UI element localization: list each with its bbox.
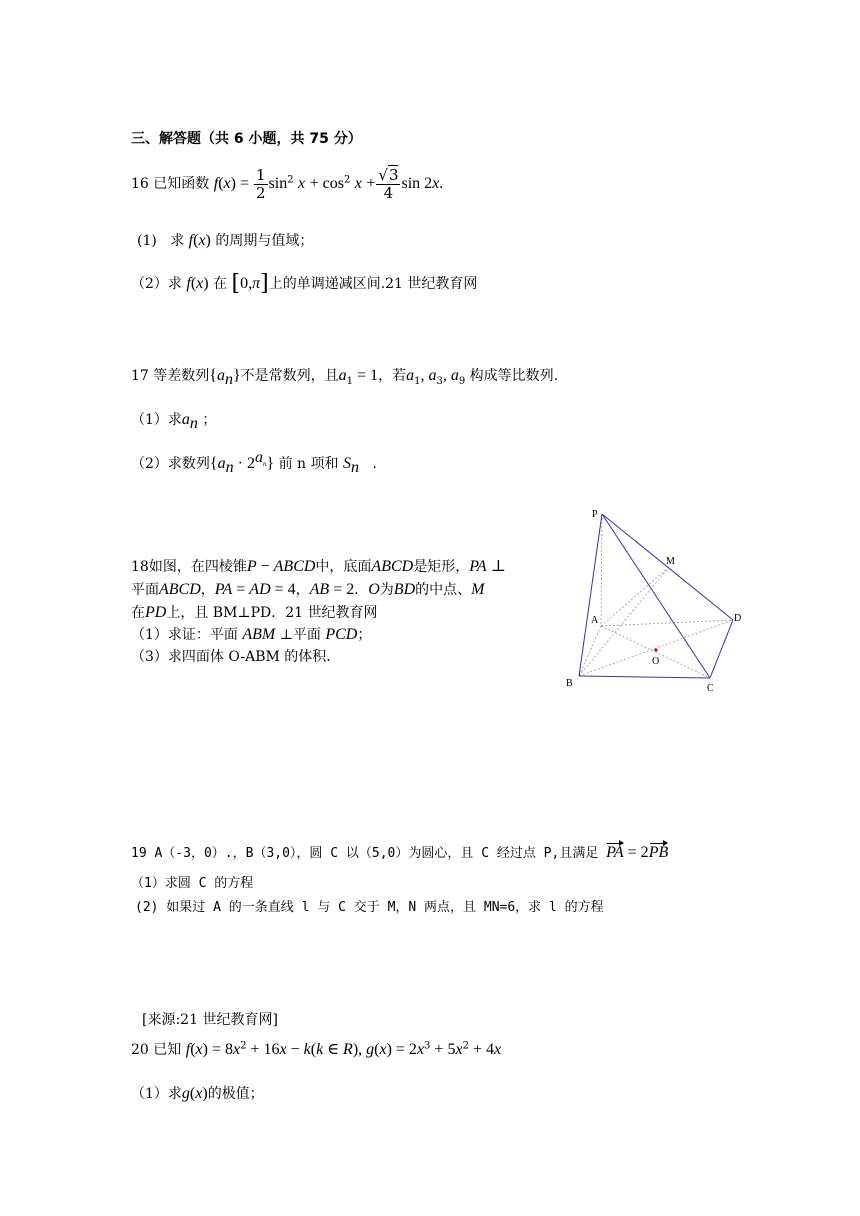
part-label: （1）求: [131, 1086, 182, 1102]
question-text: 在: [131, 605, 145, 621]
question-number: 18: [131, 559, 149, 575]
label-D: D: [734, 613, 742, 624]
part-text: .: [372, 456, 377, 472]
question-text: 如图，在四棱锥: [148, 559, 247, 575]
question-text: 19 A（-3，0）.，B（3,0），圆 C 以（5,0）为圆心，且 C 经过点 P,且满足: [131, 846, 599, 861]
question-text: 上，且 BM⊥PD．21 世纪教育网: [166, 605, 378, 621]
question-19-part-1: （1）求圆 C 的方程: [131, 876, 254, 891]
formula-f: f: [213, 175, 219, 192]
question-text: 等差数列: [153, 368, 210, 384]
question-text: 的中点、: [415, 582, 472, 598]
question-18-line-2: 平面ABCD，PA = AD = 4，AB = 2．O为BD的中点、M: [131, 581, 485, 598]
label-A: A: [591, 615, 599, 626]
question-18-line-3: 在PD上，且 BM⊥PD．21 世纪教育网: [131, 604, 378, 621]
question-intro: 已知函数: [153, 176, 210, 192]
question-text: 是矩形，: [413, 559, 470, 575]
fraction-sqrt3-over-4: $\frac{√3}{4}$: [378, 165, 399, 202]
edge-BC: [579, 676, 710, 678]
question-text: 平面: [131, 582, 159, 598]
edge-PD: [602, 514, 733, 620]
question-18-part-1: （1）求证：平面 ABM ⊥平面 PCD；: [131, 626, 372, 643]
part-text: 在: [213, 276, 228, 292]
question-16: 16 已知函数 f(x) = $\frac{1}{2}$ $\sin^2 x + \cos^2 x$ + $\frac{√3}{4}$ sin 2x.: [131, 165, 444, 202]
question-19-part-2: (2) 如果过 A 的一条直线 l 与 C 交于 M，N 两点，且 MN=6，求 l 的方程: [135, 900, 604, 915]
label-C: C: [707, 683, 714, 694]
question-16-part-1: (1) 求 f(x) 的周期与值域；: [137, 232, 314, 249]
part-text: 前 n 项和: [278, 456, 339, 472]
question-text: ，: [295, 582, 310, 598]
question-text: 已知: [153, 1042, 182, 1058]
question-text: 不是常数列，且: [240, 368, 339, 384]
question-number: 20: [131, 1042, 149, 1058]
edge-PA: [601, 514, 602, 626]
part-text: 的周期与值域；: [215, 233, 314, 249]
point-O: [654, 648, 657, 651]
question-number: 16: [131, 176, 149, 192]
question-16-part-2: （2）求 f(x) 在 [0,π]上的单调递减区间.21 世纪教育网: [131, 271, 478, 296]
edge-PB: [579, 514, 602, 676]
label-M: M: [666, 556, 675, 567]
edge-CD: [710, 620, 733, 678]
part-text: ；: [357, 627, 372, 643]
question-text: 为: [379, 582, 394, 598]
question-20-part-1: （1）求g(x)的极值；: [131, 1085, 264, 1102]
part-label: （1）求: [131, 412, 182, 428]
label-O: O: [652, 656, 660, 667]
question-17-part-2: （2）求数列$\{a_n \cdot 2^{a_n}\}$ 前 n 项和 $S_n$ .: [131, 449, 377, 476]
edge-PC: [602, 514, 710, 678]
question-20: 20 已知 $f(x) = 8x^2 + 16x - k(k$ ∈ R), $g(x) = 2x^3 + 5x^2 + 4x$: [131, 1040, 502, 1058]
question-number: 17: [131, 368, 149, 384]
label-P: P: [592, 509, 598, 520]
question-18-line-1: 18如图，在四棱锥P − ABCD中，底面ABCD是矩形，PA ⊥: [131, 558, 506, 575]
part-label: （1）求证：平面: [131, 627, 238, 643]
part-label: （2）求: [131, 276, 182, 292]
part-label: （2）求数列: [131, 456, 210, 472]
question-text: ，: [200, 582, 215, 598]
question-text: 构成等比数列.: [469, 368, 559, 384]
part-text: 的极值；: [207, 1086, 264, 1102]
part-text: 上的单调递减区间.21 世纪教育网: [268, 276, 478, 292]
section-heading: 三、解答题（共 6 小题，共 75 分）: [131, 131, 362, 147]
source-note: [来源:21 世纪教育网]: [142, 1012, 278, 1028]
part-text: ⊥平面: [279, 627, 321, 643]
question-18-part-2: （3）求四面体 O-ABM 的体积.: [131, 649, 331, 665]
edge-AC: [601, 626, 710, 678]
part-text: 求: [170, 233, 185, 249]
question-17: 17 等差数列$\{a_n\}$不是常数列，且$a_1 = 1$，若$a_1$, $a_3$, $a_9$ 构成等比数列.: [131, 367, 559, 388]
edge-AM: [601, 567, 669, 626]
fraction-one-half: $\frac{1}{2}$: [255, 165, 266, 202]
question-17-part-1: （1）求$a_n$ ；: [131, 411, 217, 432]
part-text: ；: [202, 412, 217, 428]
question-19: 19 A（-3，0）.，B（3,0），圆 C 以（5,0）为圆心，且 C 经过点 P,且满足 PA = 2PB: [131, 841, 668, 863]
pyramid-figure: [560, 500, 760, 700]
question-text: ，若: [378, 368, 407, 384]
label-B: B: [566, 678, 573, 689]
part-label: (1): [137, 233, 157, 249]
question-text: ．: [354, 582, 369, 598]
question-text: 中，底面: [315, 559, 372, 575]
